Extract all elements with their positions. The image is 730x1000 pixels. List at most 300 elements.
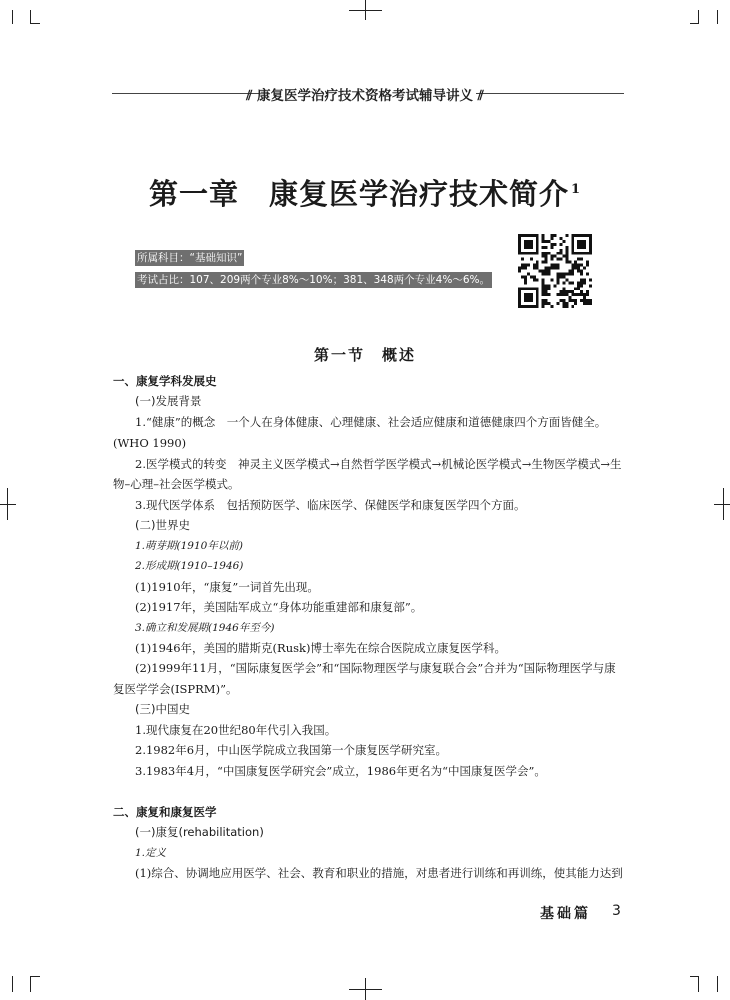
body-line: 复医学学会(ISPRM)”。 — [113, 682, 238, 696]
qr-module — [571, 281, 574, 284]
qr-module — [589, 240, 592, 243]
qr-module — [545, 302, 548, 305]
qr-module — [530, 299, 533, 302]
qr-module — [536, 293, 539, 296]
qr-module — [548, 284, 551, 287]
qr-module — [577, 264, 580, 267]
qr-module — [580, 252, 583, 255]
qr-module — [521, 267, 524, 270]
qr-module — [583, 246, 586, 249]
qr-module — [559, 243, 562, 246]
qr-module — [527, 296, 530, 299]
qr-module — [551, 267, 554, 270]
qr-module — [545, 272, 548, 275]
qr-module — [521, 305, 524, 308]
qr-module — [524, 299, 527, 302]
qr-module — [580, 240, 583, 243]
qr-module — [565, 234, 568, 237]
qr-module — [562, 305, 565, 308]
body-line: (2)1999年11月，“国际康复医学会”和“国际物理医学与康复联合会”合并为“国际物理医学与康 — [135, 661, 616, 675]
qr-module — [518, 293, 521, 296]
qr-module — [565, 252, 568, 255]
body-line: 物–心理–社会医学模式。 — [113, 477, 240, 491]
qr-module — [542, 237, 545, 240]
qr-module — [542, 270, 545, 273]
qr-module — [521, 234, 524, 237]
qr-module — [589, 234, 592, 237]
qr-module — [542, 261, 545, 264]
qr-module — [565, 278, 568, 281]
subheading-world-history: (二)世界史 — [135, 518, 190, 532]
subject-info: 所属科目：“基础知识” — [137, 252, 243, 264]
qr-module — [583, 234, 586, 237]
body-line: 1.“健康”的概念 一个人在身体健康、心理健康、社会适应健康和道德健康四个方面皆健全。 — [135, 415, 607, 429]
qr-module — [583, 302, 586, 305]
qr-module — [580, 272, 583, 275]
qr-module — [577, 267, 580, 270]
qr-module — [536, 287, 539, 290]
qr-module — [562, 272, 565, 275]
qr-module — [571, 240, 574, 243]
body-line: 1.萌芽期(1910年以前) — [135, 540, 243, 552]
qr-module — [518, 252, 521, 255]
qr-module — [571, 272, 574, 275]
qr-module — [536, 240, 539, 243]
qr-module — [527, 264, 530, 267]
body-line: 2.医学模式的转变 神灵主义医学模式→自然哲学医学模式→机械论医学模式→生物医学模式→生 — [135, 457, 622, 471]
qr-module — [580, 234, 583, 237]
qr-module — [521, 264, 524, 267]
qr-module — [556, 278, 559, 281]
qr-module — [571, 252, 574, 255]
qr-module — [533, 264, 536, 267]
qr-module — [574, 261, 577, 264]
qr-module — [521, 252, 524, 255]
qr-module — [580, 284, 583, 287]
body-line: 3.现代医学体系 包括预防医学、临床医学、保健医学和康复医学四个方面。 — [135, 498, 526, 512]
qr-module — [524, 234, 527, 237]
qr-module — [524, 246, 527, 249]
qr-module — [580, 278, 583, 281]
body-line: 2.形成期(1910–1946) — [135, 560, 244, 572]
qr-module — [580, 299, 583, 302]
qr-module — [589, 284, 592, 287]
qr-module — [530, 243, 533, 246]
qr-module — [545, 240, 548, 243]
qr-module — [565, 261, 568, 264]
qr-module — [574, 299, 577, 302]
qr-module — [556, 275, 559, 278]
qr-module — [533, 305, 536, 308]
qr-module — [527, 272, 530, 275]
qr-module — [545, 258, 548, 261]
qr-module — [530, 287, 533, 290]
qr-module — [548, 302, 551, 305]
qr-module — [533, 275, 536, 278]
qr-module — [533, 234, 536, 237]
qr-module — [559, 252, 562, 255]
qr-module — [536, 252, 539, 255]
qr-module — [527, 287, 530, 290]
qr-module — [518, 299, 521, 302]
qr-module — [565, 246, 568, 249]
chapter-title-text: 第一章 康复医学治疗技术简介 — [148, 177, 569, 211]
qr-module — [518, 234, 521, 237]
qr-module — [542, 246, 545, 249]
qr-module — [524, 240, 527, 243]
qr-module — [586, 290, 589, 293]
qr-module — [571, 299, 574, 302]
qr-module — [559, 275, 562, 278]
qr-module — [518, 240, 521, 243]
qr-module — [536, 302, 539, 305]
qr-module — [536, 296, 539, 299]
qr-module — [524, 267, 527, 270]
qr-module — [583, 296, 586, 299]
body-line: 3.1983年4月，“中国康复医学研究会”成立，1986年更名为“中国康复医学会”。 — [135, 764, 546, 778]
qr-module — [551, 305, 554, 308]
qr-module — [556, 252, 559, 255]
qr-module — [556, 293, 559, 296]
qr-module — [542, 240, 545, 243]
qr-module — [571, 290, 574, 293]
qr-module — [568, 299, 571, 302]
qr-module — [542, 290, 545, 293]
body-line: (WHO 1990) — [113, 436, 187, 450]
qr-module — [571, 243, 574, 246]
qr-module — [518, 305, 521, 308]
qr-module — [554, 267, 557, 270]
section-title: 第一节 概述 — [313, 346, 416, 364]
qr-module — [518, 243, 521, 246]
qr-module — [571, 270, 574, 273]
qr-module — [580, 293, 583, 296]
qr-module — [565, 293, 568, 296]
qr-module — [571, 237, 574, 240]
qr-module — [536, 264, 539, 267]
header-slash-left: ⫽ — [246, 88, 257, 104]
qr-module — [551, 255, 554, 258]
qr-module — [521, 258, 524, 261]
qr-module — [551, 234, 554, 237]
qr-module — [586, 302, 589, 305]
body-line: 2.1982年6月，中山医学院成立我国第一个康复医学研究室。 — [135, 743, 448, 757]
qr-module — [562, 290, 565, 293]
qr-module — [548, 293, 551, 296]
qr-module — [542, 302, 545, 305]
qr-module — [518, 290, 521, 293]
qr-module — [583, 267, 586, 270]
subheading-background: (一)发展背景 — [135, 394, 202, 408]
qr-module — [536, 267, 539, 270]
qr-module — [565, 258, 568, 261]
qr-module — [542, 305, 545, 308]
qr-module — [548, 252, 551, 255]
qr-module — [568, 261, 571, 264]
qr-module — [589, 246, 592, 249]
qr-module — [559, 258, 562, 261]
qr-module — [524, 281, 527, 284]
qr-module — [577, 258, 580, 261]
qr-module — [556, 281, 559, 284]
qr-module — [589, 299, 592, 302]
footer-label: 基础篇 — [540, 906, 591, 922]
qr-module — [583, 299, 586, 302]
qr-module — [589, 249, 592, 252]
qr-module — [562, 302, 565, 305]
qr-module — [586, 299, 589, 302]
qr-module — [521, 287, 524, 290]
qr-module — [542, 284, 545, 287]
qr-module — [565, 249, 568, 252]
qr-module — [577, 252, 580, 255]
body-line: (1)1946年，美国的腊斯克(Rusk)博士率先在综合医院成立康复医学科。 — [135, 641, 506, 655]
qr-module — [589, 302, 592, 305]
qr-module — [542, 281, 545, 284]
qr-module — [518, 246, 521, 249]
qr-module — [580, 243, 583, 246]
qr-module — [574, 302, 577, 305]
qr-module — [530, 252, 533, 255]
qr-module — [571, 234, 574, 237]
body-line: (1)1910年，“康复”一词首先出现。 — [135, 580, 319, 594]
qr-module — [586, 234, 589, 237]
qr-module — [548, 287, 551, 290]
qr-module — [518, 296, 521, 299]
qr-module — [565, 272, 568, 275]
qr-module — [589, 243, 592, 246]
chapter-footnote-mark: 1 — [570, 182, 582, 198]
qr-module — [562, 275, 565, 278]
qr-module — [571, 305, 574, 308]
qr-module — [518, 237, 521, 240]
qr-module — [518, 249, 521, 252]
qr-module — [536, 246, 539, 249]
qr-module — [574, 293, 577, 296]
qr-module — [536, 278, 539, 281]
qr-module — [545, 267, 548, 270]
qr-module — [551, 246, 554, 249]
qr-module — [580, 246, 583, 249]
qr-module — [577, 234, 580, 237]
qr-module — [524, 275, 527, 278]
qr-module — [542, 287, 545, 290]
qr-module — [577, 287, 580, 290]
qr-module — [562, 240, 565, 243]
qr-module — [551, 237, 554, 240]
qr-module — [527, 252, 530, 255]
heading-history: 一、康复学科发展史 — [113, 374, 217, 388]
qr-module — [571, 267, 574, 270]
heading-rehabilitation: 二、康复和康复医学 — [113, 805, 217, 819]
qr-module — [577, 270, 580, 273]
qr-module — [580, 258, 583, 261]
qr-module — [545, 261, 548, 264]
qr-module — [527, 246, 530, 249]
qr-module — [530, 258, 533, 261]
qr-module — [554, 264, 557, 267]
qr-module — [518, 270, 521, 273]
qr-module — [577, 243, 580, 246]
header-slash-right: ⫽ — [473, 88, 484, 104]
qr-module — [539, 270, 542, 273]
qr-module — [521, 275, 524, 278]
qr-module — [518, 287, 521, 290]
qr-module — [556, 302, 559, 305]
qr-module — [565, 302, 568, 305]
qr-module — [527, 305, 530, 308]
qr-module — [559, 290, 562, 293]
qr-module — [524, 293, 527, 296]
chapter-title — [0, 172, 730, 213]
qr-module — [577, 293, 580, 296]
qr-module — [589, 252, 592, 255]
qr-module — [551, 258, 554, 261]
qr-module — [586, 264, 589, 267]
qr-module — [583, 293, 586, 296]
qr-module — [524, 305, 527, 308]
qr-module — [556, 258, 559, 261]
qr-module — [536, 261, 539, 264]
header-title: 康复医学治疗技术资格考试辅导讲义 — [257, 88, 473, 104]
qr-module — [568, 272, 571, 275]
qr-module — [559, 293, 562, 296]
qr-module — [562, 293, 565, 296]
qr-module — [545, 252, 548, 255]
subheading-china-history: (三)中国史 — [135, 702, 190, 716]
qr-module — [568, 281, 571, 284]
qr-module — [589, 278, 592, 281]
qr-module — [574, 264, 577, 267]
qr-module — [580, 270, 583, 273]
qr-module — [559, 237, 562, 240]
qr-module — [583, 240, 586, 243]
qr-module — [565, 305, 568, 308]
qr-module — [583, 278, 586, 281]
qr-module — [536, 243, 539, 246]
qr-module — [518, 267, 521, 270]
qr-module — [556, 272, 559, 275]
qr-module — [571, 249, 574, 252]
qr-module — [574, 234, 577, 237]
qr-module — [527, 243, 530, 246]
qr-module — [551, 278, 554, 281]
qr-module — [554, 234, 557, 237]
qr-module — [545, 284, 548, 287]
qr-module — [536, 237, 539, 240]
qr-module — [536, 234, 539, 237]
qr-module — [583, 281, 586, 284]
qr-module — [568, 296, 571, 299]
qr-module — [562, 299, 565, 302]
qr-module — [527, 234, 530, 237]
qr-module — [574, 287, 577, 290]
qr-module — [548, 270, 551, 273]
qr-module — [527, 293, 530, 296]
qr-module — [536, 249, 539, 252]
body-line: 1.现代康复在20世纪80年代引入我国。 — [135, 723, 337, 737]
qr-module — [545, 293, 548, 296]
body-line: (2)1917年，美国陆军成立“身体功能重建部和康复部”。 — [135, 600, 423, 614]
qr-module — [577, 284, 580, 287]
qr-module — [527, 299, 530, 302]
qr-module — [580, 290, 583, 293]
qr-module — [562, 281, 565, 284]
qr-module — [580, 281, 583, 284]
qr-module — [577, 281, 580, 284]
qr-module — [559, 249, 562, 252]
qr-module — [548, 272, 551, 275]
qr-module — [548, 267, 551, 270]
qr-module — [530, 240, 533, 243]
page-number: 3 — [612, 903, 621, 919]
qr-module — [545, 299, 548, 302]
qr-module — [524, 296, 527, 299]
qr-module — [571, 246, 574, 249]
qr-module — [530, 293, 533, 296]
qr-module — [589, 237, 592, 240]
qr-module — [580, 264, 583, 267]
qr-module — [533, 252, 536, 255]
qr-module — [524, 252, 527, 255]
qr-module — [574, 252, 577, 255]
qr-module — [530, 275, 533, 278]
qr-module — [571, 293, 574, 296]
qr-module — [574, 267, 577, 270]
qr-module — [577, 246, 580, 249]
qr-module — [551, 264, 554, 267]
qr-module — [527, 240, 530, 243]
qr-module — [542, 234, 545, 237]
qr-module — [565, 255, 568, 258]
qr-module — [530, 246, 533, 249]
qr-module — [568, 290, 571, 293]
qr-module — [542, 299, 545, 302]
qr-module — [530, 305, 533, 308]
qr-module — [542, 278, 545, 281]
qr-module — [542, 272, 545, 275]
qr-module — [545, 270, 548, 273]
qr-module — [524, 287, 527, 290]
qr-code-icon[interactable] — [518, 234, 592, 308]
qr-module — [524, 264, 527, 267]
qr-module — [542, 252, 545, 255]
qr-module — [524, 278, 527, 281]
qr-module — [542, 255, 545, 258]
qr-module — [554, 284, 557, 287]
qr-module — [542, 293, 545, 296]
qr-module — [548, 240, 551, 243]
qr-module — [583, 243, 586, 246]
qr-module — [533, 278, 536, 281]
qr-module — [554, 255, 557, 258]
qr-module — [524, 243, 527, 246]
body-line: 1.定义 — [135, 847, 167, 859]
body-line: 3.确立和发展期(1946年至今) — [135, 622, 275, 634]
qr-module — [586, 252, 589, 255]
qr-module — [562, 255, 565, 258]
qr-module — [565, 290, 568, 293]
qr-module — [586, 272, 589, 275]
qr-module — [586, 261, 589, 264]
qr-module — [583, 252, 586, 255]
qr-module — [545, 287, 548, 290]
qr-module — [551, 243, 554, 246]
running-header — [0, 84, 730, 104]
qr-module — [562, 287, 565, 290]
exam-ratio-info: 考试占比：107、209两个专业8%～10%；381、348两个专业4%～6%。 — [137, 274, 490, 286]
body-line: (1)综合、协调地应用医学、社会、教育和职业的措施，对患者进行训练和再训练，使其能力达到 — [135, 866, 623, 880]
